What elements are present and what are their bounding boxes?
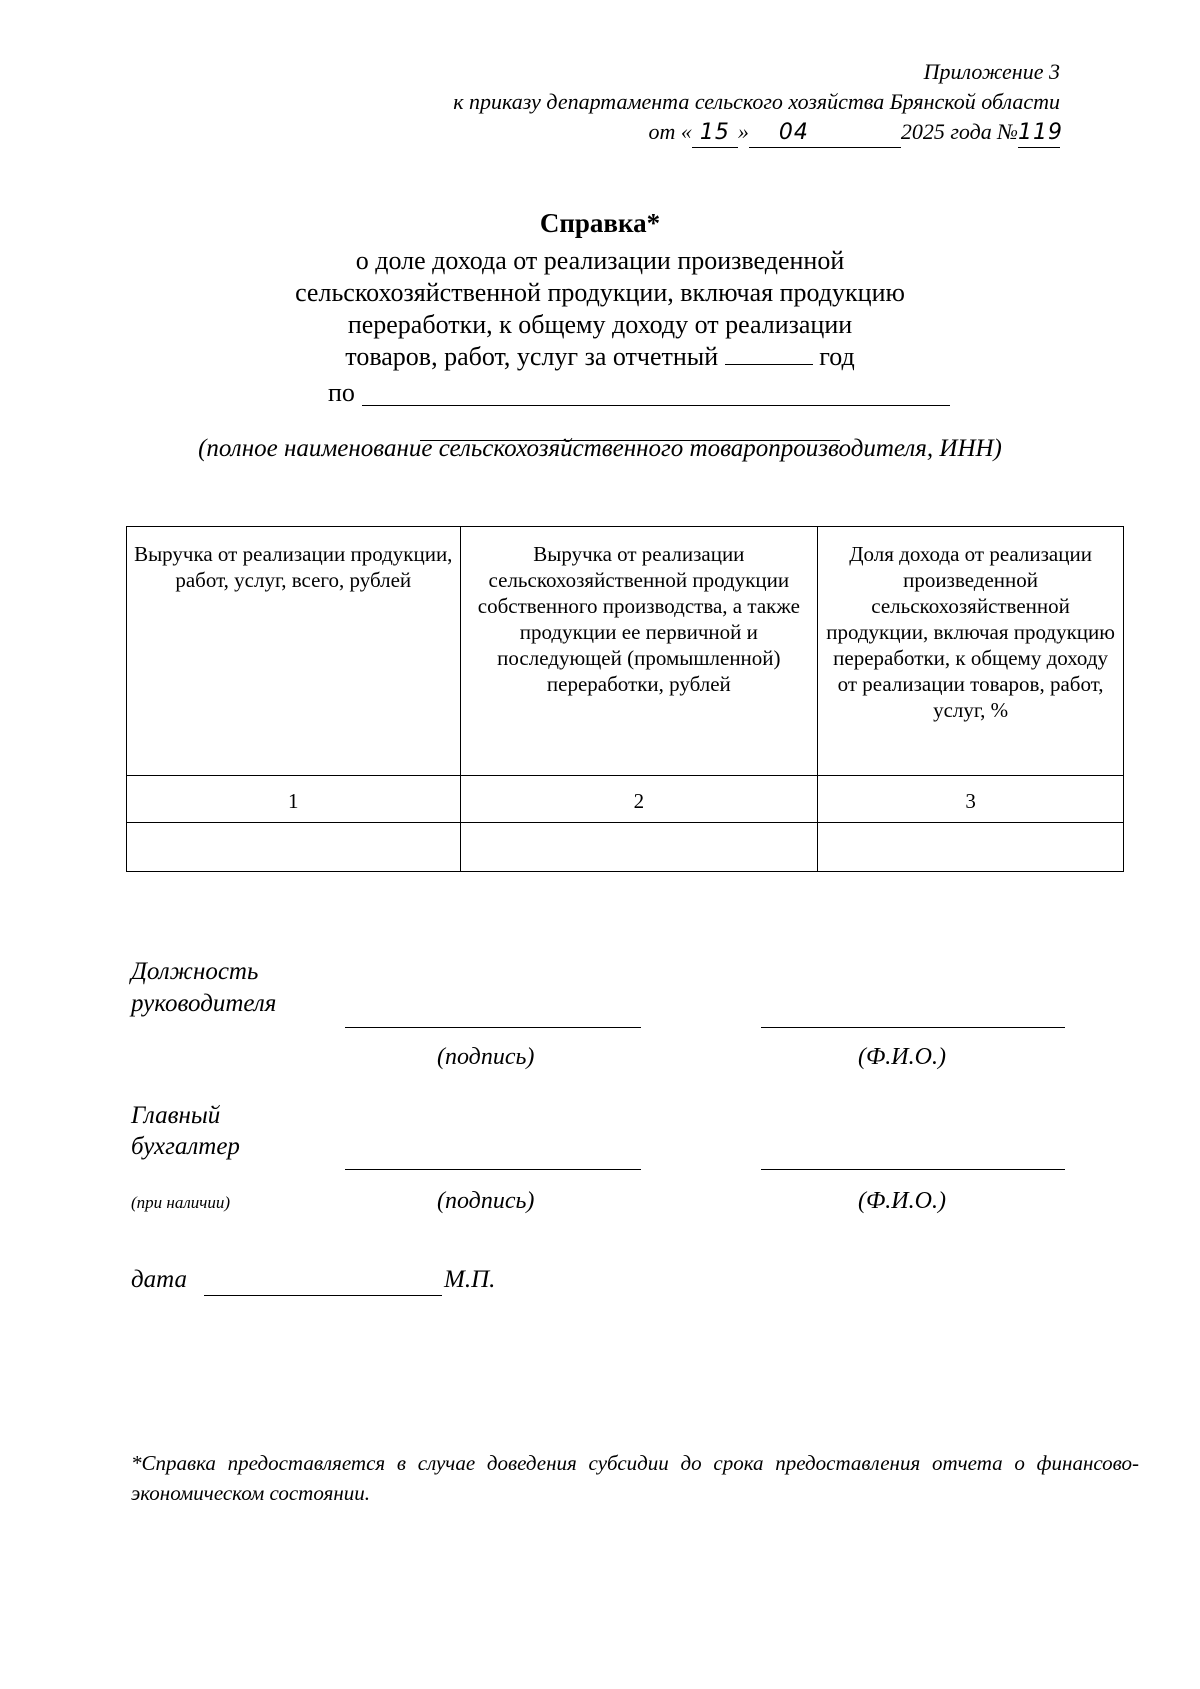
head-signature-line[interactable] bbox=[345, 1027, 641, 1028]
order-reference: к приказу департамента сельского хозяйства Брянской области bbox=[453, 89, 1060, 114]
number-value: 119 bbox=[1018, 120, 1063, 145]
table-row bbox=[127, 823, 1124, 872]
order-date-number bbox=[648, 118, 1063, 148]
head-fio-caption: (Ф.И.О.) bbox=[858, 1044, 946, 1070]
agri-revenue-cell[interactable] bbox=[460, 823, 818, 872]
header-income-share: Доля дохода от реализации произведенной сельскохозяйственной продукции, включая продукцию переработки, к общему доходу от реализации товаров, работ, услуг, % bbox=[818, 527, 1124, 776]
by-label: по bbox=[328, 378, 355, 407]
header-agri-revenue: Выручка от реализации сельскохозяйственной продукции собственного производства, а также продукции ее первичной и последующей (промышленной) переработки, рублей bbox=[460, 527, 818, 776]
head-fio-line[interactable] bbox=[761, 1027, 1065, 1028]
accountant-label-1: Главный bbox=[131, 1102, 221, 1129]
reporting-year-prefix: товаров, работ, услуг за отчетный bbox=[345, 342, 719, 371]
quote-close: » bbox=[737, 119, 749, 144]
total-revenue-cell[interactable] bbox=[127, 823, 461, 872]
quote-open: « bbox=[680, 119, 692, 144]
subtitle-line-1: о доле дохода от реализации произведенной bbox=[355, 246, 845, 275]
reporting-year-suffix: год bbox=[819, 342, 855, 371]
month-value: 04 bbox=[778, 120, 809, 145]
month-field bbox=[749, 118, 901, 148]
number-field bbox=[1018, 118, 1063, 148]
accountant-fio-caption: (Ф.И.О.) bbox=[858, 1188, 946, 1214]
subtitle-line-3: переработки, к общему доходу от реализации bbox=[347, 310, 853, 339]
reporting-year-blank[interactable] bbox=[725, 342, 813, 365]
date-line[interactable] bbox=[204, 1295, 442, 1296]
appendix-label: Приложение 3 bbox=[923, 59, 1060, 84]
accountant-fio-line[interactable] bbox=[761, 1169, 1065, 1170]
table-header-row bbox=[127, 527, 1124, 776]
subtitle-line-4 bbox=[0, 341, 1200, 373]
table-number-row bbox=[127, 776, 1124, 823]
accountant-signature-caption: (подпись) bbox=[437, 1188, 535, 1214]
day-field bbox=[692, 118, 738, 148]
producer-name-caption: (полное наименование сельскохозяйственного товаропроизводителя, ИНН) bbox=[198, 435, 1002, 462]
head-position-label-2: руководителя bbox=[131, 990, 277, 1017]
year-text: 2025 года № bbox=[900, 119, 1018, 144]
income-share-cell[interactable] bbox=[818, 823, 1124, 872]
day-value: 15 bbox=[699, 120, 730, 145]
column-number: 1 bbox=[127, 776, 461, 823]
subtitle-line-2: сельскохозяйственной продукции, включая продукцию bbox=[295, 278, 905, 307]
footnote: *Справка предоставляется в случае доведения субсидии до срока предоставления отчета о финансово-экономическом состоянии. bbox=[131, 1451, 1139, 1505]
column-number: 3 bbox=[818, 776, 1124, 823]
header-total-revenue: Выручка от реализации продукции, работ, услуг, всего, рублей bbox=[127, 527, 461, 776]
head-signature-caption: (подпись) bbox=[437, 1044, 535, 1070]
from-prefix: от bbox=[648, 119, 676, 144]
accountant-label-2: бухгалтер bbox=[131, 1133, 240, 1160]
accountant-signature-line[interactable] bbox=[345, 1169, 641, 1170]
stamp-place: М.П. bbox=[444, 1266, 496, 1293]
income-table bbox=[126, 526, 1124, 872]
document-title: Справка* bbox=[539, 208, 661, 238]
date-label: дата bbox=[131, 1266, 188, 1293]
if-any-note: (при наличии) bbox=[131, 1193, 231, 1212]
column-number: 2 bbox=[460, 776, 818, 823]
producer-name-line-1[interactable] bbox=[362, 405, 950, 406]
head-position-label-1: Должность bbox=[131, 958, 259, 985]
